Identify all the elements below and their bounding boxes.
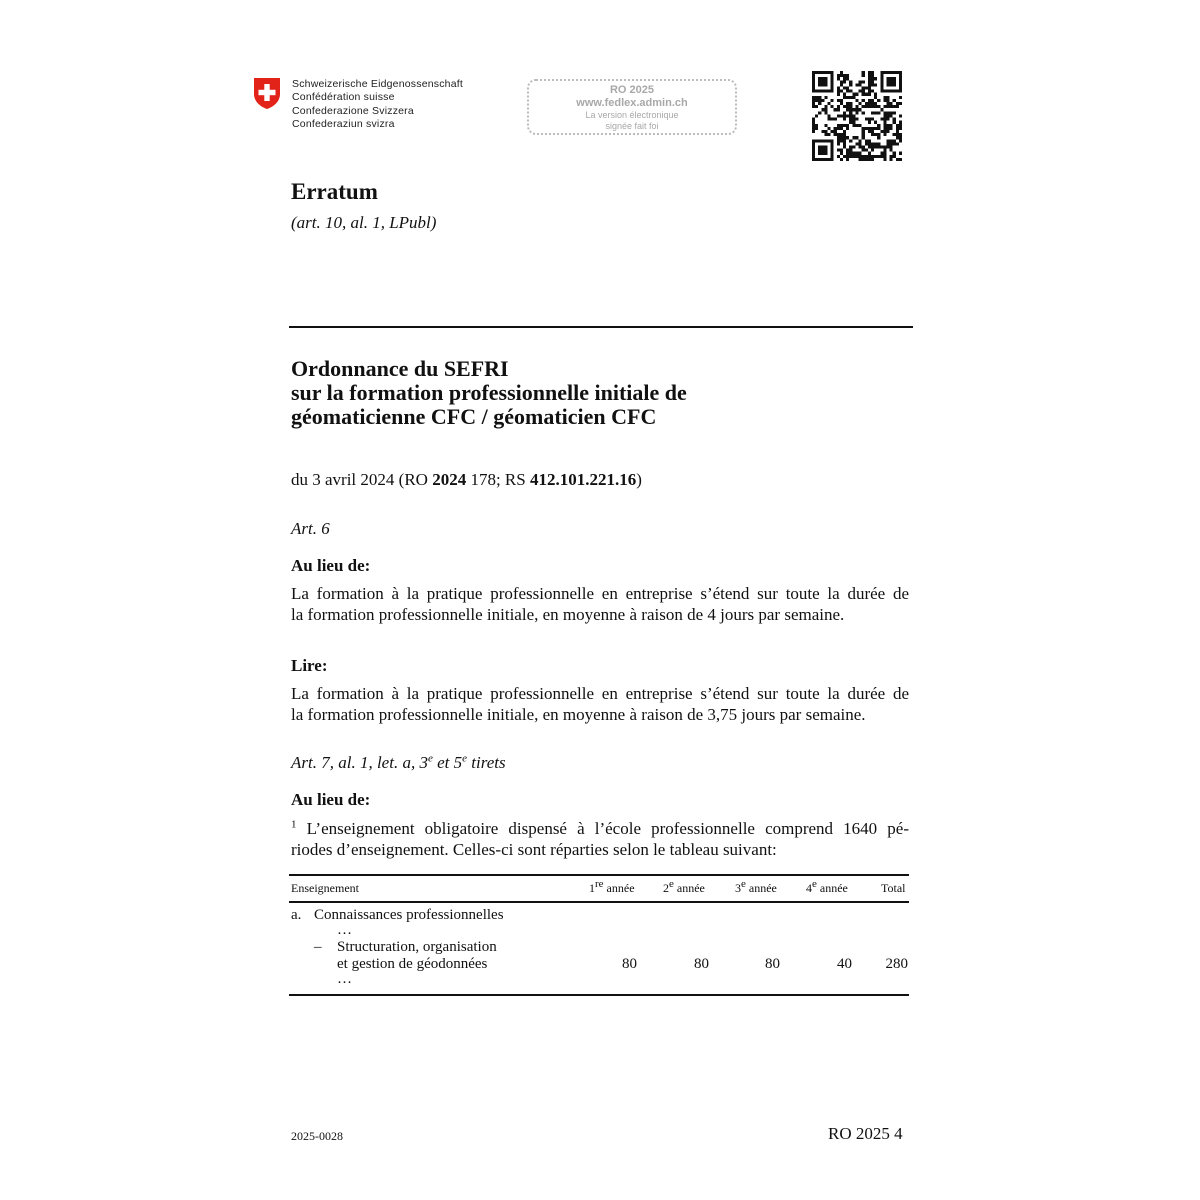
gov-line-fr: Confédération suisse: [292, 91, 395, 104]
read-line-2: la formation professionnelle initiale, en moyenne à raison de 3,75 jours par semaine.: [291, 705, 866, 724]
art7-sup-1: e: [427, 752, 433, 765]
th-y1-sup: re: [595, 878, 604, 890]
th-y1-text: année: [603, 881, 635, 895]
cell-year-2: 80: [694, 956, 709, 972]
electronic-version-stamp: [527, 79, 737, 135]
th-y3-text: année: [745, 881, 777, 895]
instead-line-1: La formation à la pratique professionnelle en entreprise s’étend sur toute la durée de: [291, 584, 909, 603]
federal-administration-names: [292, 78, 463, 132]
table-top-rule: [289, 874, 909, 876]
erratum-heading: Erratum: [291, 179, 378, 204]
stamp-note-1: La version électronique: [585, 110, 679, 120]
read-label: Lire:: [291, 656, 328, 675]
instead-of-label-2: Au lieu de:: [291, 790, 371, 809]
art7-prefix: Art. 7, al. 1, let. a, 3: [291, 753, 428, 772]
cell-total: 280: [885, 956, 908, 972]
table-header-rule: [289, 901, 909, 903]
th-year-3: [735, 878, 777, 896]
th-year-1: [589, 878, 635, 896]
paragraph-1-text: [291, 818, 909, 860]
th-y1-num: 1: [589, 881, 595, 895]
ordinance-date: [291, 470, 642, 490]
swiss-shield-icon: [253, 77, 281, 110]
para1-line-2: riodes d’enseignement. Celles-ci sont réparties selon le tableau suivant:: [291, 840, 777, 859]
article-6-heading: Art. 6: [291, 519, 330, 538]
date-suffix: ): [636, 470, 642, 489]
page-reference: RO 2025 4: [828, 1124, 903, 1143]
date-mid: 178; RS: [466, 470, 530, 489]
th-y3-num: 3: [735, 881, 741, 895]
ro-year: 2024: [432, 470, 467, 489]
ellipsis-bottom: …: [337, 971, 352, 987]
gov-line-de: Schweizerische Eidgenossenschaft: [292, 78, 463, 90]
erratum-legal-reference: (art. 10, al. 1, LPubl): [291, 213, 437, 232]
para1-line-1-text: L’enseignement obligatoire dispensé à l’école professionnelle comprend 1640 pé-: [296, 819, 909, 838]
th-y4-num: 4: [806, 881, 812, 895]
th-y2-sup: e: [669, 878, 674, 890]
th-total: Total: [881, 881, 906, 895]
th-y2-num: 2: [663, 881, 669, 895]
title-divider: [289, 326, 913, 328]
instead-line-2: la formation professionnelle initiale, en moyenne à raison de 4 jours par semaine.: [291, 605, 845, 624]
qr-code-icon: [812, 71, 902, 161]
instead-of-label: Au lieu de:: [291, 556, 371, 575]
item-label-line-2: et gestion de géodonnées: [337, 956, 488, 972]
cell-year-1: 80: [622, 956, 637, 972]
cell-year-3: 80: [765, 956, 780, 972]
art7-sup-2: e: [462, 752, 468, 765]
stamp-ro: RO 2025: [609, 84, 655, 96]
th-y4-text: année: [816, 881, 848, 895]
stamp-note-2: signée fait foi: [605, 121, 659, 131]
item-label-line-1: Structuration, organisation: [337, 939, 497, 955]
cell-year-4: 40: [837, 956, 852, 972]
th-y2-text: année: [673, 881, 705, 895]
item-dash: –: [314, 939, 322, 955]
read-text: [291, 683, 909, 725]
th-year-2: [663, 878, 705, 896]
art7-suffix: tirets: [467, 753, 506, 772]
item-label: [337, 939, 497, 973]
ellipsis-top: …: [337, 922, 352, 938]
paragraph-number: 1: [291, 818, 297, 831]
title-line-1: Ordonnance du SEFRI: [291, 356, 509, 381]
ordinance-title: [291, 357, 687, 429]
para1-line-1: [291, 818, 909, 839]
table-bottom-rule: [289, 994, 909, 996]
gov-line-it: Confederazione Svizzera: [292, 104, 414, 117]
th-y3-sup: e: [741, 878, 746, 890]
article-7-heading: [291, 753, 506, 773]
stamp-url: www.fedlex.admin.ch: [576, 97, 688, 109]
rs-number: 412.101.221.16: [529, 470, 637, 489]
read-line-1: La formation à la pratique professionnelle en entreprise s’étend sur toute la durée de: [291, 684, 909, 703]
title-line-3: géomaticienne CFC / géomaticien CFC: [291, 404, 657, 429]
art7-mid: et 5: [432, 753, 463, 772]
instead-of-text: [291, 583, 909, 625]
gov-line-rm: Confederaziun svizra: [292, 118, 395, 131]
document-number: 2025-0028: [291, 1129, 343, 1143]
row-letter-a: a.: [291, 907, 302, 923]
th-subject: Enseignement: [291, 881, 359, 895]
row-a-label: Connaissances professionnelles: [314, 907, 504, 923]
th-y4-sup: e: [812, 878, 817, 890]
title-line-2: sur la formation professionnelle initiale de: [291, 380, 687, 405]
th-year-4: [806, 878, 848, 896]
date-prefix: du 3 avril 2024 (RO: [291, 470, 433, 489]
